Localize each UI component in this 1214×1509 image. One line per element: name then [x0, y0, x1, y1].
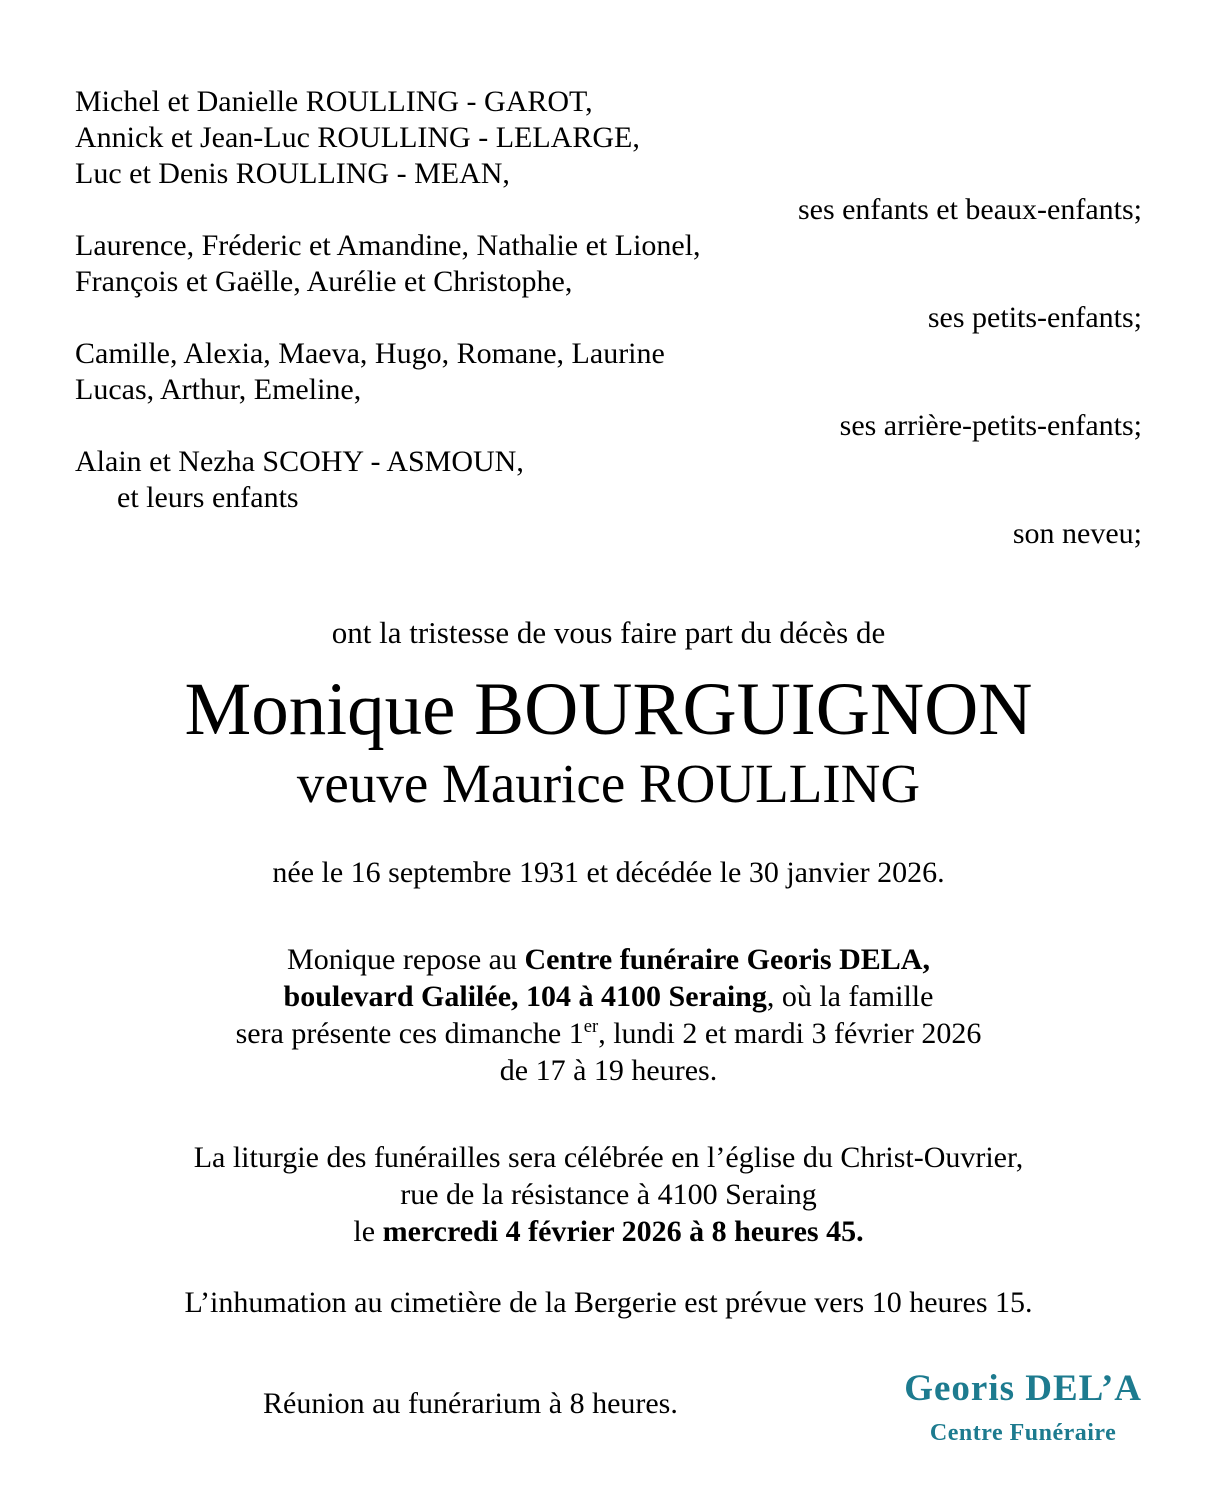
liturgy-line-3-normal: le	[353, 1215, 383, 1248]
family-section	[75, 84, 1142, 552]
family-children-line: Michel et Danielle ROULLING - GAROT,	[75, 85, 593, 118]
repose-line-1	[75, 941, 1142, 978]
family-nephew-line: Alain et Nezha SCOHY - ASMOUN,	[75, 445, 524, 478]
funeral-home-name: Centre funéraire Georis DELA,	[524, 943, 930, 976]
repose-line-1-normal: Monique repose au	[287, 943, 525, 976]
repose-line-2-normal: , où la famille	[766, 980, 934, 1013]
family-children-line: Luc et Denis ROULLING - MEAN,	[75, 157, 510, 190]
liturgy-paragraph	[75, 1139, 1142, 1250]
grandchildren-label: ses petits-enfants;	[927, 301, 1142, 334]
repose-paragraph	[75, 941, 1142, 1089]
repose-line-2	[75, 978, 1142, 1015]
funeral-home-logo	[904, 1369, 1142, 1447]
announcement-intro: ont la tristesse de vous faire part du décès de	[331, 615, 886, 650]
family-children-line: Annick et Jean-Luc ROULLING - LELARGE,	[75, 121, 640, 154]
family-grandchildren-line: François et Gaëlle, Aurélie et Christophe,	[75, 265, 573, 298]
family-grandchildren-line: Laurence, Fréderic et Amandine, Nathalie et Lionel,	[75, 229, 701, 262]
logo-subtitle: Centre Funéraire	[929, 1419, 1117, 1446]
repose-line-3-a: sera présente ces dimanche 1	[235, 1017, 584, 1050]
deceased-name: Monique BOURGUIGNON	[184, 668, 1033, 751]
birth-death-dates: née le 16 septembre 1931 et décédée le 30 janvier 2026.	[272, 856, 945, 889]
children-label: ses enfants et beaux-enfants;	[797, 193, 1142, 226]
nephew-label: son neveu;	[1012, 517, 1142, 550]
funeral-date-time: mercredi 4 février 2026 à 8 heures 45.	[382, 1215, 864, 1248]
liturgy-line-1: La liturgie des funérailles sera célébrée en l’église du Christ-Ouvrier,	[193, 1141, 1024, 1174]
bottom-row	[75, 1369, 1142, 1447]
repose-line-3	[75, 1015, 1142, 1052]
great-grandchildren-label: ses arrière-petits-enfants;	[839, 409, 1142, 442]
logo-name: Georis DEL’A	[904, 1368, 1142, 1409]
family-nephew-line: et leurs enfants	[117, 481, 299, 514]
liturgy-line-2: rue de la résistance à 4100 Seraing	[400, 1178, 817, 1211]
repose-line-3-b: , lundi 2 et mardi 3 février 2026	[598, 1017, 982, 1050]
funeral-home-address: boulevard Galilée, 104 à 4100 Seraing	[283, 980, 767, 1013]
ordinal-superscript: er	[583, 1016, 599, 1037]
liturgy-line-3	[75, 1213, 1142, 1250]
repose-line-4: de 17 à 19 heures.	[499, 1054, 718, 1087]
family-great-grandchildren-line: Camille, Alexia, Maeva, Hugo, Romane, Laurine	[75, 337, 665, 370]
burial-line: L’inhumation au cimetière de la Bergerie est prévue vers 10 heures 15.	[184, 1286, 1033, 1319]
deceased-widow-line: veuve Maurice ROULLING	[296, 752, 921, 814]
family-great-grandchildren-line: Lucas, Arthur, Emeline,	[75, 373, 362, 406]
meeting-line: Réunion au funérarium à 8 heures.	[263, 1387, 678, 1420]
